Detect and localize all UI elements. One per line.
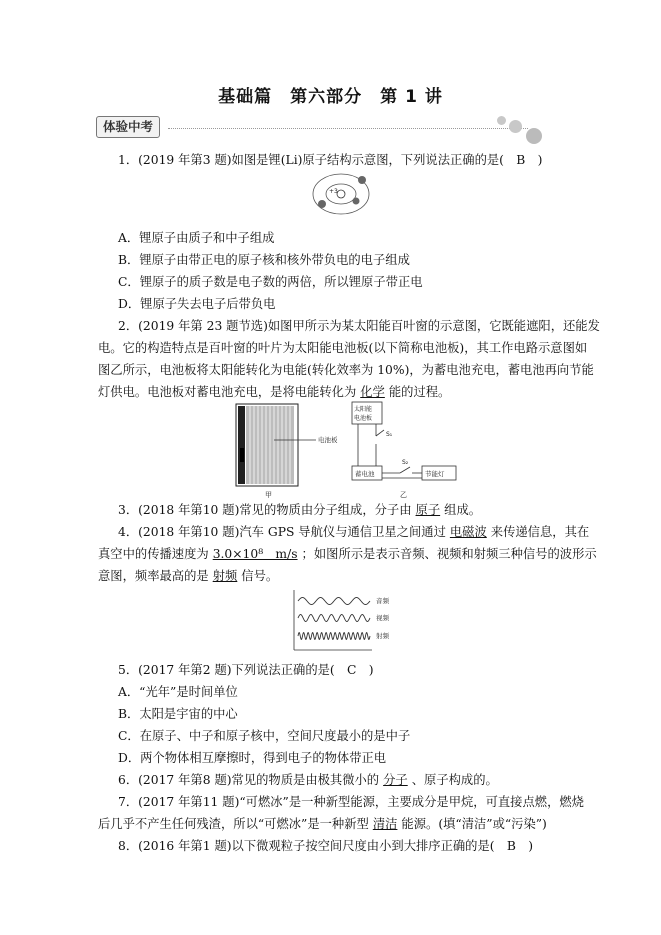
legend-video: 视频: [376, 614, 389, 622]
audio-wave: [298, 598, 370, 605]
q7-answer-blank: 清洁: [372, 817, 398, 831]
q7-line-1: 7．(2017 年第11 题)“可燃冰”是一种新型能源，主要成分是甲烷，可直接点燃，燃烧: [118, 795, 584, 809]
q7-line-2: 后几乎不产生任何残渣，所以“可燃冰”是一种新型 清洁 能源。(填“清洁”或“污染”): [98, 817, 547, 831]
switch-s2-label: S₂: [402, 459, 409, 466]
q4-answer-blank-2: 3.0×10⁸ m/s: [212, 547, 298, 561]
switch-s1-label: S₁: [386, 431, 393, 438]
q5-option-b: B．太阳是宇宙的中心: [118, 707, 238, 721]
figure-yi-label: 乙: [400, 491, 407, 499]
q5-stem: 5．(2017 年第2 题)下列说法正确的是( C ): [118, 663, 374, 677]
q2-line-2: 电。它的构造特点是百叶窗的叶片为太阳能电池板(以下简称电池板)，其工作电路示意图如: [98, 341, 588, 355]
lithium-atom-diagram: [310, 168, 372, 220]
video-wave: [298, 615, 370, 622]
q4-answer-blank-1: 电磁波: [449, 525, 487, 539]
nucleus-charge-label: +3: [329, 188, 338, 195]
radio-wave: [298, 633, 370, 640]
q5-option-c: C．在原子、中子和原子核中，空间尺度最小的是中子: [118, 729, 411, 743]
q2-answer-blank: 化学: [360, 385, 385, 399]
q2-line-4: 灯供电。电池板对蓄电池充电，是将电能转化为 化学 能的过程。: [98, 385, 451, 399]
q1-option-b: B．锂原子由带正电的原子核和核外带负电的电子组成: [118, 253, 410, 267]
battery-label: 蓄电池: [355, 470, 375, 478]
circuit-figure-yi: [348, 400, 464, 502]
figure-jia-label: 甲: [265, 491, 272, 499]
q4-answer-blank-3: 射频: [212, 569, 238, 583]
blinds-figure-jia: [234, 402, 349, 500]
q5-option-d: D．两个物体相互摩擦时，得到电子的物体带正电: [118, 751, 387, 765]
section-banner: [96, 116, 546, 140]
q4-line-2: 真空中的传播速度为 3.0×10⁸ m/s ；如图所示是表示音频、视频和射频三种信号的波形示: [98, 547, 597, 561]
solar-panel-label-line2: 电池板: [354, 415, 373, 422]
q6-answer-blank: 分子: [383, 773, 408, 787]
waveform-figure: [290, 588, 400, 654]
solar-panel-label-line1: 太阳能: [354, 406, 373, 413]
legend-audio: 音频: [376, 597, 389, 605]
panel-label: 电池板: [318, 436, 338, 444]
legend-radio: 射频: [376, 632, 389, 640]
q1-option-c: C．锂原子的质子数是电子数的两倍，所以锂原子带正电: [118, 275, 423, 289]
q3-answer-blank: 原子: [415, 503, 441, 517]
q2-line-3: 图乙所示，电池板将太阳能转化为电能(转化效率为 10%)，为蓄电池充电，蓄电池再向节能: [98, 363, 594, 377]
q4-line-1: 4．(2018 年第10 题)汽车 GPS 导航仪与通信卫星之间通过 电磁波 来传递信息，其在: [118, 525, 590, 539]
page-title: 基础篇 第六部分 第 1 讲: [218, 87, 443, 107]
lamp-label: 节能灯: [425, 470, 445, 478]
q1-option-d: D．锂原子失去电子后带负电: [118, 297, 276, 311]
q5-option-a: A．“光年”是时间单位: [118, 685, 238, 699]
section-label: 体验中考: [96, 116, 160, 138]
q1-stem: 1．(2019 年第3 题)如图是锂(Li)原子结构示意图，下列说法正确的是( B ): [118, 153, 543, 167]
banner-divider: [168, 128, 528, 129]
q6-line: 6．(2017 年第8 题)常见的物质是由极其微小的 分子 、原子构成的。: [118, 773, 498, 787]
q4-line-3: 意图，频率最高的是 射频 信号。: [98, 569, 279, 583]
q3-line: 3．(2018 年第10 题)常见的物质由分子组成，分子由 原子 组成。: [118, 503, 482, 517]
q2-line-1: 2．(2019 年第 23 题节选)如图甲所示为某太阳能百叶窗的示意图，它既能遮阳，还能发: [118, 319, 600, 333]
q1-option-a: A．锂原子由质子和中子组成: [118, 231, 275, 245]
q8-stem: 8．(2016 年第1 题)以下微观粒子按空间尺度由小到大排序正确的是( B ): [118, 839, 534, 853]
